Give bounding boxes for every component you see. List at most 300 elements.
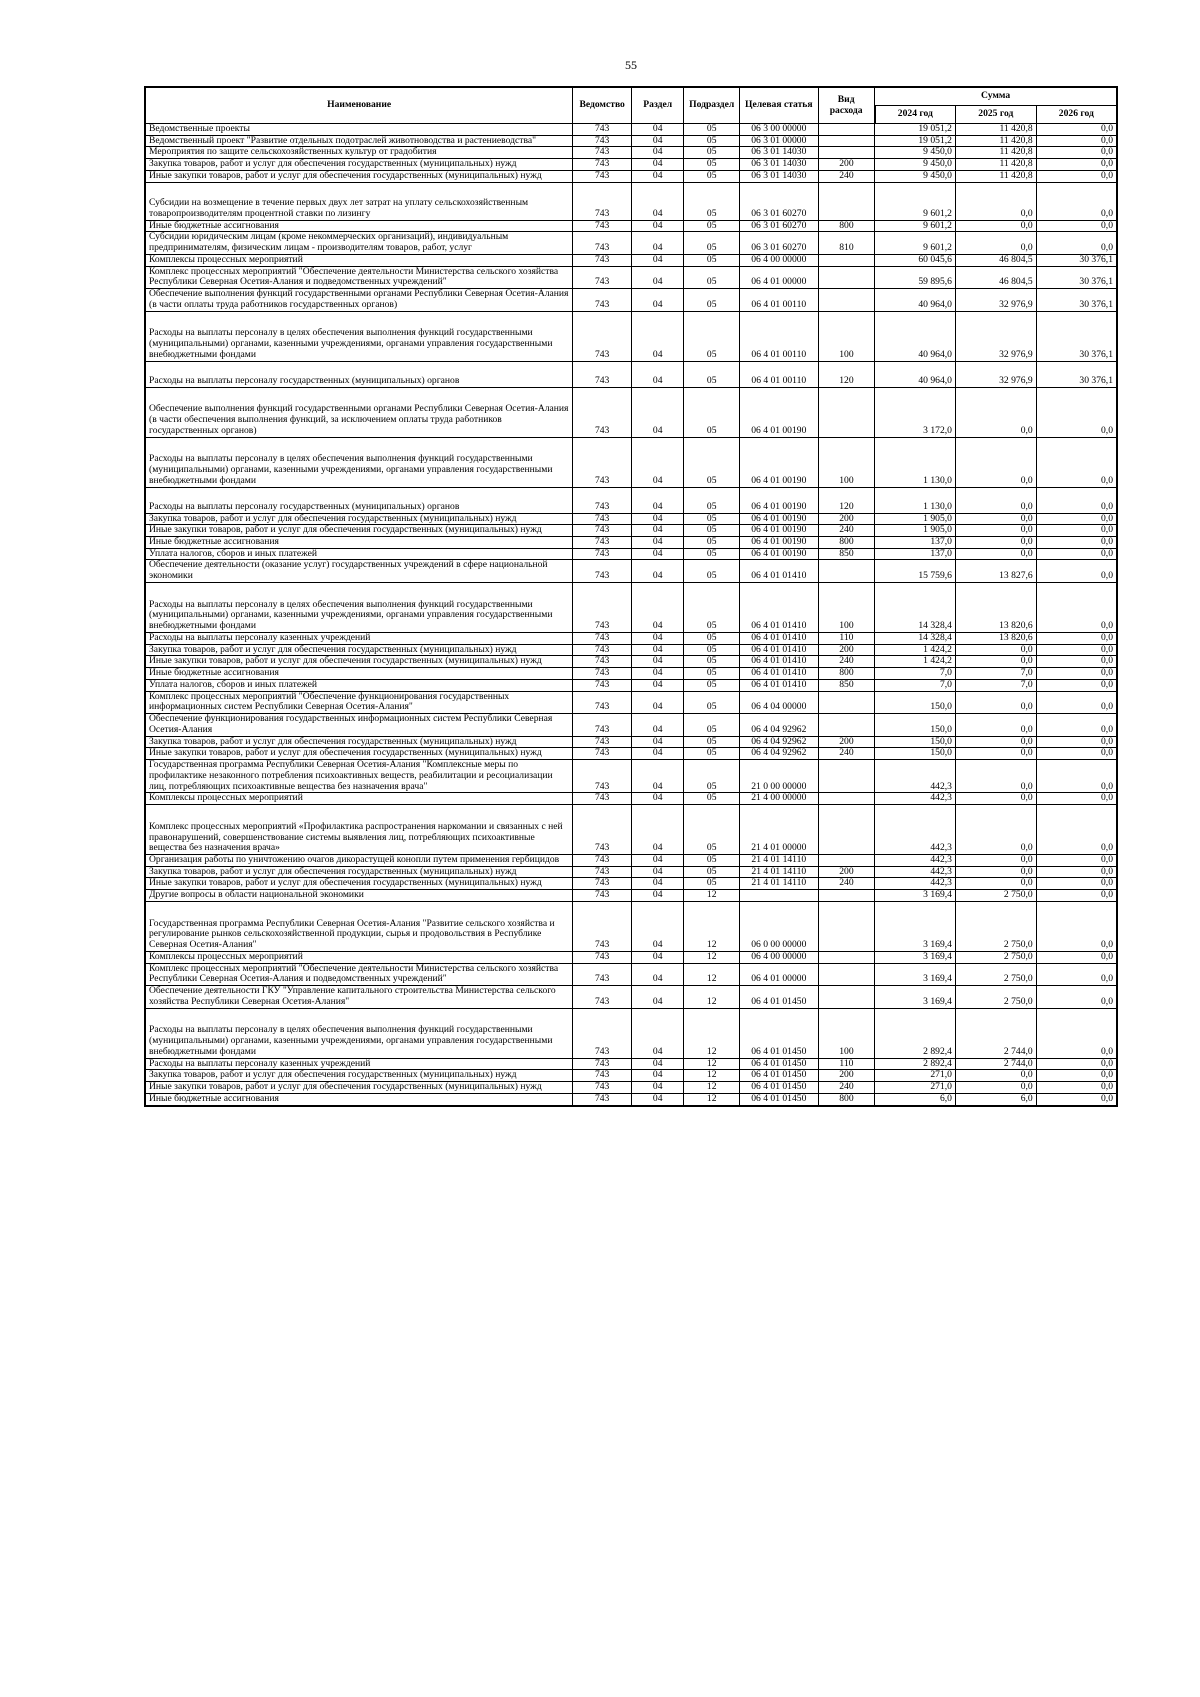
cell-vedomstvo: 743 bbox=[573, 656, 632, 668]
cell-sum-2025: 0,0 bbox=[955, 1070, 1036, 1082]
cell-podrazdel: 05 bbox=[684, 714, 740, 736]
cell-name: Иные бюджетные ассигнования bbox=[145, 537, 573, 549]
header-razdel: Раздел bbox=[632, 87, 684, 124]
cell-podrazdel: 05 bbox=[684, 679, 740, 691]
cell-vedomstvo: 743 bbox=[573, 963, 632, 985]
cell-podrazdel: 05 bbox=[684, 289, 740, 311]
table-row bbox=[145, 748, 1117, 760]
cell-sum-2026: 0,0 bbox=[1036, 736, 1117, 748]
cell-sum-2024: 442,3 bbox=[875, 854, 956, 866]
cell-sum-2026: 0,0 bbox=[1036, 804, 1117, 854]
cell-podrazdel: 05 bbox=[684, 124, 740, 136]
cell-razdel: 04 bbox=[632, 170, 684, 182]
table-row bbox=[145, 1070, 1117, 1082]
cell-razdel: 04 bbox=[632, 387, 684, 437]
cell-razdel: 04 bbox=[632, 1082, 684, 1094]
cell-razdel: 04 bbox=[632, 679, 684, 691]
cell-podrazdel: 05 bbox=[684, 854, 740, 866]
cell-name: Организация работы по уничтожению очагов дикорастущей конопли путем применения гербицидов bbox=[145, 854, 573, 866]
cell-sum-2024: 6,0 bbox=[875, 1093, 956, 1105]
table-row bbox=[145, 632, 1117, 644]
cell-vid-raskhoda: 110 bbox=[818, 1058, 875, 1070]
cell-celevaya-statya: 06 4 01 00190 bbox=[739, 487, 818, 513]
cell-podrazdel: 12 bbox=[684, 951, 740, 963]
cell-razdel: 04 bbox=[632, 289, 684, 311]
cell-name: Иные закупки товаров, работ и услуг для обеспечения государственных (муниципальных) нужд bbox=[145, 748, 573, 760]
cell-sum-2026: 0,0 bbox=[1036, 878, 1117, 890]
cell-vid-raskhoda: 200 bbox=[818, 513, 875, 525]
cell-sum-2025: 0,0 bbox=[955, 548, 1036, 560]
cell-vedomstvo: 743 bbox=[573, 289, 632, 311]
table-row bbox=[145, 266, 1117, 288]
cell-celevaya-statya: 06 4 01 01450 bbox=[739, 1070, 818, 1082]
cell-vid-raskhoda bbox=[818, 854, 875, 866]
cell-name: Расходы на выплаты персоналу государственных (муниципальных) органов bbox=[145, 487, 573, 513]
cell-vid-raskhoda bbox=[818, 182, 875, 220]
cell-podrazdel: 05 bbox=[684, 644, 740, 656]
cell-name: Расходы на выплаты персоналу государственных (муниципальных) органов bbox=[145, 361, 573, 387]
table-row bbox=[145, 736, 1117, 748]
cell-razdel: 04 bbox=[632, 182, 684, 220]
cell-sum-2026: 0,0 bbox=[1036, 1093, 1117, 1105]
cell-sum-2026: 0,0 bbox=[1036, 159, 1117, 171]
table-row bbox=[145, 182, 1117, 220]
cell-sum-2024: 15 759,6 bbox=[875, 560, 956, 582]
cell-razdel: 04 bbox=[632, 560, 684, 582]
cell-sum-2026: 0,0 bbox=[1036, 582, 1117, 632]
cell-sum-2025: 32 976,9 bbox=[955, 311, 1036, 361]
cell-vedomstvo: 743 bbox=[573, 890, 632, 902]
cell-razdel: 04 bbox=[632, 513, 684, 525]
cell-name: Мероприятия по защите сельскохозяйственных культур от градобития bbox=[145, 147, 573, 159]
cell-sum-2024: 9 450,0 bbox=[875, 159, 956, 171]
cell-sum-2024: 1 424,2 bbox=[875, 644, 956, 656]
cell-sum-2026: 0,0 bbox=[1036, 986, 1117, 1008]
cell-vid-raskhoda bbox=[818, 266, 875, 288]
cell-sum-2024: 271,0 bbox=[875, 1070, 956, 1082]
cell-name: Ведомственные проекты bbox=[145, 124, 573, 136]
cell-vid-raskhoda: 240 bbox=[818, 656, 875, 668]
cell-sum-2026: 0,0 bbox=[1036, 963, 1117, 985]
cell-sum-2024: 1 424,2 bbox=[875, 656, 956, 668]
cell-vedomstvo: 743 bbox=[573, 668, 632, 680]
cell-vid-raskhoda: 800 bbox=[818, 220, 875, 232]
cell-vid-raskhoda bbox=[818, 986, 875, 1008]
cell-razdel: 04 bbox=[632, 437, 684, 487]
table-row bbox=[145, 986, 1117, 1008]
cell-podrazdel: 05 bbox=[684, 668, 740, 680]
cell-sum-2024: 40 964,0 bbox=[875, 361, 956, 387]
cell-name: Комплекс процессных мероприятий "Обеспечение функционирования государственных информационных систем Республики Северная Осетия-Алания" bbox=[145, 691, 573, 713]
cell-celevaya-statya: 06 4 01 00190 bbox=[739, 387, 818, 437]
cell-vid-raskhoda: 200 bbox=[818, 866, 875, 878]
cell-sum-2024: 3 169,4 bbox=[875, 963, 956, 985]
cell-sum-2025: 13 820,6 bbox=[955, 582, 1036, 632]
cell-sum-2025: 13 827,6 bbox=[955, 560, 1036, 582]
cell-razdel: 04 bbox=[632, 266, 684, 288]
cell-vid-raskhoda: 200 bbox=[818, 736, 875, 748]
table-row bbox=[145, 668, 1117, 680]
cell-razdel: 04 bbox=[632, 159, 684, 171]
cell-vid-raskhoda bbox=[818, 135, 875, 147]
cell-celevaya-statya: 06 4 01 01410 bbox=[739, 656, 818, 668]
cell-razdel: 04 bbox=[632, 878, 684, 890]
cell-podrazdel: 05 bbox=[684, 513, 740, 525]
cell-name: Комплекс процессных мероприятий «Профилактика распространения наркомании и связанных с ней правонарушений, совершенствование системы выявления лиц, потребляющих психоактивные вещества без назначения врача» bbox=[145, 804, 573, 854]
cell-vid-raskhoda bbox=[818, 804, 875, 854]
table-row bbox=[145, 289, 1117, 311]
cell-podrazdel: 05 bbox=[684, 804, 740, 854]
cell-sum-2024: 7,0 bbox=[875, 679, 956, 691]
table-row bbox=[145, 220, 1117, 232]
cell-sum-2026: 30 376,1 bbox=[1036, 266, 1117, 288]
cell-podrazdel: 05 bbox=[684, 437, 740, 487]
cell-razdel: 04 bbox=[632, 951, 684, 963]
cell-sum-2025: 32 976,9 bbox=[955, 361, 1036, 387]
cell-name: Расходы на выплаты персоналу в целях обеспечения выполнения функций государственными (муниципальными) органами, казенными учреждениями, органами управления государственными внебюджетными фондами bbox=[145, 311, 573, 361]
cell-celevaya-statya: 06 4 04 92962 bbox=[739, 714, 818, 736]
cell-sum-2025: 7,0 bbox=[955, 668, 1036, 680]
cell-vedomstvo: 743 bbox=[573, 901, 632, 951]
cell-vid-raskhoda: 200 bbox=[818, 159, 875, 171]
cell-vedomstvo: 743 bbox=[573, 691, 632, 713]
cell-name: Уплата налогов, сборов и иных платежей bbox=[145, 548, 573, 560]
cell-vid-raskhoda bbox=[818, 147, 875, 159]
cell-vedomstvo: 743 bbox=[573, 525, 632, 537]
cell-sum-2024: 19 051,2 bbox=[875, 124, 956, 136]
cell-name: Уплата налогов, сборов и иных платежей bbox=[145, 679, 573, 691]
cell-sum-2024: 2 892,4 bbox=[875, 1008, 956, 1058]
cell-celevaya-statya: 06 4 04 92962 bbox=[739, 748, 818, 760]
cell-vedomstvo: 743 bbox=[573, 159, 632, 171]
cell-podrazdel: 05 bbox=[684, 170, 740, 182]
cell-name: Иные закупки товаров, работ и услуг для обеспечения государственных (муниципальных) нужд bbox=[145, 656, 573, 668]
cell-celevaya-statya: 21 4 01 14110 bbox=[739, 866, 818, 878]
cell-podrazdel: 05 bbox=[684, 582, 740, 632]
cell-sum-2026: 0,0 bbox=[1036, 147, 1117, 159]
cell-podrazdel: 05 bbox=[684, 560, 740, 582]
cell-sum-2026: 0,0 bbox=[1036, 437, 1117, 487]
cell-razdel: 04 bbox=[632, 1070, 684, 1082]
cell-celevaya-statya: 06 4 01 00110 bbox=[739, 311, 818, 361]
cell-vedomstvo: 743 bbox=[573, 951, 632, 963]
cell-razdel: 04 bbox=[632, 537, 684, 549]
cell-sum-2026: 30 376,1 bbox=[1036, 361, 1117, 387]
cell-celevaya-statya: 06 4 01 01410 bbox=[739, 668, 818, 680]
cell-celevaya-statya: 06 3 01 14030 bbox=[739, 170, 818, 182]
cell-vid-raskhoda: 110 bbox=[818, 632, 875, 644]
cell-sum-2024: 60 045,6 bbox=[875, 254, 956, 266]
cell-sum-2024: 40 964,0 bbox=[875, 311, 956, 361]
cell-celevaya-statya: 06 4 01 01450 bbox=[739, 1093, 818, 1105]
table-row bbox=[145, 135, 1117, 147]
cell-vedomstvo: 743 bbox=[573, 632, 632, 644]
cell-vedomstvo: 743 bbox=[573, 170, 632, 182]
cell-sum-2025: 0,0 bbox=[955, 691, 1036, 713]
cell-vedomstvo: 743 bbox=[573, 986, 632, 1008]
cell-sum-2024: 19 051,2 bbox=[875, 135, 956, 147]
cell-vedomstvo: 743 bbox=[573, 361, 632, 387]
cell-sum-2024: 1 130,0 bbox=[875, 487, 956, 513]
cell-sum-2024: 9 601,2 bbox=[875, 232, 956, 254]
cell-vid-raskhoda bbox=[818, 963, 875, 985]
cell-celevaya-statya: 06 4 01 00190 bbox=[739, 537, 818, 549]
cell-vedomstvo: 743 bbox=[573, 124, 632, 136]
cell-podrazdel: 05 bbox=[684, 311, 740, 361]
cell-razdel: 04 bbox=[632, 1058, 684, 1070]
cell-sum-2026: 0,0 bbox=[1036, 632, 1117, 644]
cell-sum-2025: 0,0 bbox=[955, 220, 1036, 232]
cell-razdel: 04 bbox=[632, 548, 684, 560]
cell-razdel: 04 bbox=[632, 124, 684, 136]
cell-sum-2025: 2 750,0 bbox=[955, 963, 1036, 985]
table-row bbox=[145, 890, 1117, 902]
cell-celevaya-statya: 06 4 01 01450 bbox=[739, 1008, 818, 1058]
cell-sum-2025: 0,0 bbox=[955, 748, 1036, 760]
cell-sum-2024: 3 169,4 bbox=[875, 901, 956, 951]
cell-vedomstvo: 743 bbox=[573, 147, 632, 159]
table-row bbox=[145, 437, 1117, 487]
cell-vedomstvo: 743 bbox=[573, 644, 632, 656]
cell-sum-2025: 0,0 bbox=[955, 513, 1036, 525]
cell-sum-2026: 0,0 bbox=[1036, 901, 1117, 951]
cell-sum-2026: 0,0 bbox=[1036, 124, 1117, 136]
cell-podrazdel: 12 bbox=[684, 1070, 740, 1082]
table-row bbox=[145, 311, 1117, 361]
cell-podrazdel: 05 bbox=[684, 525, 740, 537]
cell-vedomstvo: 743 bbox=[573, 220, 632, 232]
cell-razdel: 04 bbox=[632, 254, 684, 266]
cell-razdel: 04 bbox=[632, 1008, 684, 1058]
cell-sum-2026: 30 376,1 bbox=[1036, 289, 1117, 311]
cell-podrazdel: 05 bbox=[684, 691, 740, 713]
cell-sum-2025: 7,0 bbox=[955, 679, 1036, 691]
cell-celevaya-statya: 06 4 01 01410 bbox=[739, 632, 818, 644]
cell-vedomstvo: 743 bbox=[573, 560, 632, 582]
cell-podrazdel: 05 bbox=[684, 736, 740, 748]
cell-celevaya-statya: 21 4 01 00000 bbox=[739, 804, 818, 854]
cell-razdel: 04 bbox=[632, 232, 684, 254]
cell-sum-2026: 30 376,1 bbox=[1036, 254, 1117, 266]
cell-name: Закупка товаров, работ и услуг для обеспечения государственных (муниципальных) нужд bbox=[145, 866, 573, 878]
cell-celevaya-statya: 06 4 04 92962 bbox=[739, 736, 818, 748]
header-summa: Сумма bbox=[875, 87, 1117, 106]
cell-vid-raskhoda: 100 bbox=[818, 1008, 875, 1058]
cell-vedomstvo: 743 bbox=[573, 714, 632, 736]
cell-sum-2026: 0,0 bbox=[1036, 714, 1117, 736]
cell-vid-raskhoda bbox=[818, 951, 875, 963]
cell-podrazdel: 05 bbox=[684, 656, 740, 668]
cell-razdel: 04 bbox=[632, 963, 684, 985]
cell-sum-2024: 150,0 bbox=[875, 714, 956, 736]
cell-sum-2024: 137,0 bbox=[875, 537, 956, 549]
cell-podrazdel: 05 bbox=[684, 159, 740, 171]
cell-celevaya-statya: 06 4 01 00110 bbox=[739, 361, 818, 387]
cell-sum-2025: 0,0 bbox=[955, 437, 1036, 487]
cell-razdel: 04 bbox=[632, 644, 684, 656]
cell-celevaya-statya: 06 4 01 00190 bbox=[739, 437, 818, 487]
cell-sum-2025: 13 820,6 bbox=[955, 632, 1036, 644]
cell-sum-2025: 11 420,8 bbox=[955, 124, 1036, 136]
cell-podrazdel: 12 bbox=[684, 986, 740, 1008]
cell-sum-2024: 14 328,4 bbox=[875, 632, 956, 644]
cell-podrazdel: 05 bbox=[684, 232, 740, 254]
cell-name: Государственная программа Республики Северная Осетия-Алания "Комплексные меры по профилактике незаконного потребления психоактивных веществ, реабилитации и ресоциализации лиц, потребляющих психоактивные вещества без назначения врача" bbox=[145, 760, 573, 793]
table-row bbox=[145, 1058, 1117, 1070]
cell-name: Расходы на выплаты персоналу в целях обеспечения выполнения функций государственными (муниципальными) органами, казенными учреждениями, органами управления государственными внебюджетными фондами bbox=[145, 1008, 573, 1058]
table-row bbox=[145, 548, 1117, 560]
cell-celevaya-statya: 06 4 01 00000 bbox=[739, 963, 818, 985]
cell-sum-2025: 2 750,0 bbox=[955, 901, 1036, 951]
cell-celevaya-statya: 06 4 01 01410 bbox=[739, 560, 818, 582]
cell-podrazdel: 12 bbox=[684, 901, 740, 951]
cell-celevaya-statya: 06 4 01 01410 bbox=[739, 644, 818, 656]
cell-podrazdel: 05 bbox=[684, 135, 740, 147]
cell-sum-2026: 0,0 bbox=[1036, 668, 1117, 680]
cell-sum-2026: 0,0 bbox=[1036, 679, 1117, 691]
cell-sum-2026: 0,0 bbox=[1036, 890, 1117, 902]
cell-sum-2026: 0,0 bbox=[1036, 1058, 1117, 1070]
cell-vid-raskhoda: 240 bbox=[818, 748, 875, 760]
cell-sum-2024: 3 169,4 bbox=[875, 986, 956, 1008]
cell-vid-raskhoda: 800 bbox=[818, 668, 875, 680]
cell-razdel: 04 bbox=[632, 582, 684, 632]
cell-name: Закупка товаров, работ и услуг для обеспечения государственных (муниципальных) нужд bbox=[145, 1070, 573, 1082]
cell-sum-2026: 0,0 bbox=[1036, 560, 1117, 582]
cell-vedomstvo: 743 bbox=[573, 1093, 632, 1105]
cell-sum-2025: 0,0 bbox=[955, 232, 1036, 254]
cell-sum-2025: 0,0 bbox=[955, 804, 1036, 854]
cell-name: Государственная программа Республики Северная Осетия-Алания "Развитие сельского хозяйства и регулирование рынков сельскохозяйственной продукции, сырья и продовольствия в Республике Северная Осетия-Алания" bbox=[145, 901, 573, 951]
cell-vedomstvo: 743 bbox=[573, 548, 632, 560]
cell-celevaya-statya: 06 4 01 01450 bbox=[739, 986, 818, 1008]
cell-vid-raskhoda bbox=[818, 691, 875, 713]
cell-name: Расходы на выплаты персоналу в целях обеспечения выполнения функций государственными (муниципальными) органами, казенными учреждениями, органами управления государственными внебюджетными фондами bbox=[145, 437, 573, 487]
cell-podrazdel: 12 bbox=[684, 1058, 740, 1070]
cell-vid-raskhoda: 850 bbox=[818, 679, 875, 691]
table-row bbox=[145, 232, 1117, 254]
cell-sum-2024: 137,0 bbox=[875, 548, 956, 560]
cell-razdel: 04 bbox=[632, 714, 684, 736]
cell-sum-2024: 442,3 bbox=[875, 866, 956, 878]
budget-table bbox=[144, 86, 1118, 1107]
cell-podrazdel: 12 bbox=[684, 1093, 740, 1105]
cell-sum-2026: 0,0 bbox=[1036, 387, 1117, 437]
cell-sum-2026: 0,0 bbox=[1036, 951, 1117, 963]
cell-sum-2026: 0,0 bbox=[1036, 170, 1117, 182]
header-vedomstvo: Ведомство bbox=[573, 87, 632, 124]
cell-sum-2025: 32 976,9 bbox=[955, 289, 1036, 311]
cell-sum-2025: 0,0 bbox=[955, 854, 1036, 866]
cell-celevaya-statya: 06 3 01 60270 bbox=[739, 182, 818, 220]
cell-sum-2025: 11 420,8 bbox=[955, 170, 1036, 182]
cell-podrazdel: 12 bbox=[684, 1008, 740, 1058]
cell-vid-raskhoda: 800 bbox=[818, 1093, 875, 1105]
cell-sum-2024: 2 892,4 bbox=[875, 1058, 956, 1070]
table-row bbox=[145, 487, 1117, 513]
cell-vid-raskhoda bbox=[818, 760, 875, 793]
table-body bbox=[145, 124, 1117, 1106]
cell-name: Комплексы процессных мероприятий bbox=[145, 951, 573, 963]
cell-sum-2025: 0,0 bbox=[955, 736, 1036, 748]
cell-celevaya-statya: 06 0 00 00000 bbox=[739, 901, 818, 951]
table-row bbox=[145, 525, 1117, 537]
cell-sum-2025: 0,0 bbox=[955, 387, 1036, 437]
cell-razdel: 04 bbox=[632, 632, 684, 644]
cell-celevaya-statya: 21 4 00 00000 bbox=[739, 793, 818, 805]
cell-sum-2025: 0,0 bbox=[955, 878, 1036, 890]
cell-podrazdel: 05 bbox=[684, 487, 740, 513]
cell-name: Субсидии на возмещение в течение первых двух лет затрат на уплату сельскохозяйственным товаропроизводителям процентной ставки по лизингу bbox=[145, 182, 573, 220]
cell-sum-2026: 0,0 bbox=[1036, 220, 1117, 232]
cell-vid-raskhoda: 240 bbox=[818, 170, 875, 182]
cell-sum-2024: 150,0 bbox=[875, 736, 956, 748]
cell-name: Иные закупки товаров, работ и услуг для обеспечения государственных (муниципальных) нужд bbox=[145, 1082, 573, 1094]
cell-vedomstvo: 743 bbox=[573, 1082, 632, 1094]
cell-vid-raskhoda: 120 bbox=[818, 487, 875, 513]
cell-podrazdel: 05 bbox=[684, 548, 740, 560]
cell-name: Ведомственный проект "Развитие отдельных подотраслей животноводства и растениеводства" bbox=[145, 135, 573, 147]
cell-sum-2025: 46 804,5 bbox=[955, 266, 1036, 288]
cell-sum-2025: 2 750,0 bbox=[955, 986, 1036, 1008]
table-row bbox=[145, 560, 1117, 582]
header-celevaya-statya: Целевая статья bbox=[739, 87, 818, 124]
cell-sum-2026: 0,0 bbox=[1036, 793, 1117, 805]
cell-sum-2026: 0,0 bbox=[1036, 513, 1117, 525]
cell-podrazdel: 05 bbox=[684, 878, 740, 890]
table-row bbox=[145, 537, 1117, 549]
table-row bbox=[145, 691, 1117, 713]
cell-sum-2025: 0,0 bbox=[955, 1082, 1036, 1094]
cell-vid-raskhoda: 100 bbox=[818, 582, 875, 632]
cell-celevaya-statya: 06 4 01 00190 bbox=[739, 525, 818, 537]
header-2025: 2025 год bbox=[955, 106, 1036, 124]
cell-name: Субсидии юридическим лицам (кроме некоммерческих организаций), индивидуальным предпринимателям, физическим лицам - производителям товаров, работ, услуг bbox=[145, 232, 573, 254]
cell-vedomstvo: 743 bbox=[573, 1058, 632, 1070]
cell-celevaya-statya: 06 4 01 01450 bbox=[739, 1058, 818, 1070]
cell-vedomstvo: 743 bbox=[573, 793, 632, 805]
table-row bbox=[145, 1008, 1117, 1058]
cell-name: Иные закупки товаров, работ и услуг для обеспечения государственных (муниципальных) нужд bbox=[145, 170, 573, 182]
cell-podrazdel: 05 bbox=[684, 147, 740, 159]
cell-podrazdel: 05 bbox=[684, 760, 740, 793]
cell-podrazdel: 05 bbox=[684, 220, 740, 232]
cell-sum-2025: 2 750,0 bbox=[955, 890, 1036, 902]
cell-razdel: 04 bbox=[632, 793, 684, 805]
cell-sum-2026: 0,0 bbox=[1036, 691, 1117, 713]
cell-celevaya-statya: 06 4 01 00110 bbox=[739, 289, 818, 311]
cell-vid-raskhoda bbox=[818, 714, 875, 736]
cell-vid-raskhoda bbox=[818, 560, 875, 582]
cell-razdel: 04 bbox=[632, 656, 684, 668]
cell-razdel: 04 bbox=[632, 866, 684, 878]
cell-celevaya-statya: 06 4 01 01410 bbox=[739, 582, 818, 632]
cell-name: Закупка товаров, работ и услуг для обеспечения государственных (муниципальных) нужд bbox=[145, 644, 573, 656]
cell-vid-raskhoda: 200 bbox=[818, 644, 875, 656]
cell-podrazdel: 12 bbox=[684, 963, 740, 985]
cell-sum-2025: 11 420,8 bbox=[955, 159, 1036, 171]
cell-sum-2024: 3 169,4 bbox=[875, 951, 956, 963]
cell-name: Обеспечение деятельности ГКУ "Управление капитального строительства Министерства сельского хозяйства Республики Северная Осетия-Алания" bbox=[145, 986, 573, 1008]
cell-podrazdel: 05 bbox=[684, 748, 740, 760]
cell-celevaya-statya: 21 0 00 00000 bbox=[739, 760, 818, 793]
cell-razdel: 04 bbox=[632, 901, 684, 951]
cell-sum-2024: 9 601,2 bbox=[875, 220, 956, 232]
cell-vid-raskhoda: 810 bbox=[818, 232, 875, 254]
cell-celevaya-statya: 06 3 01 60270 bbox=[739, 220, 818, 232]
cell-vedomstvo: 743 bbox=[573, 513, 632, 525]
cell-vedomstvo: 743 bbox=[573, 487, 632, 513]
